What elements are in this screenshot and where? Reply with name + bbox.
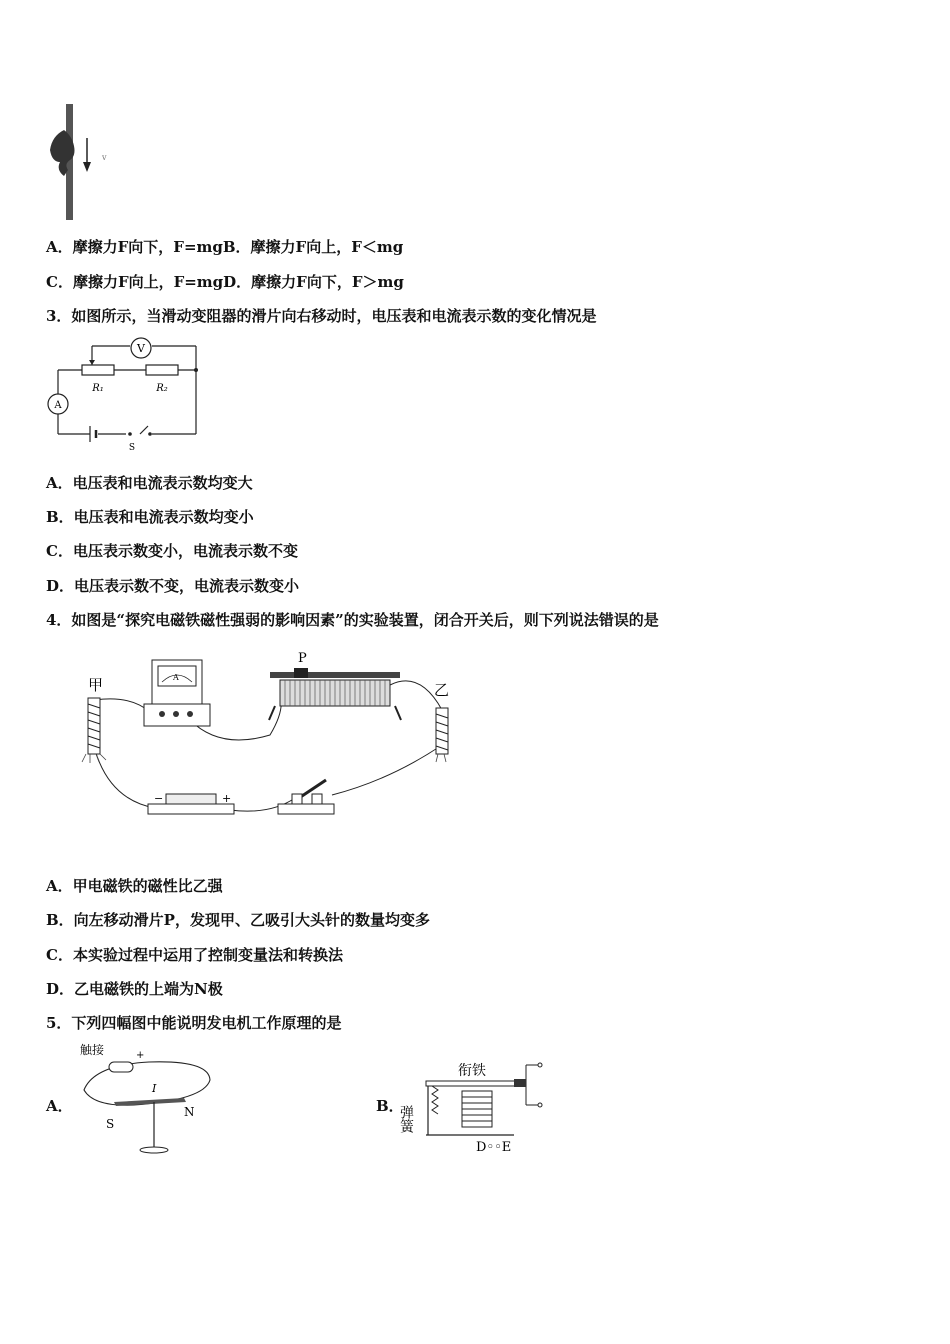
label-jia: 甲 xyxy=(88,676,104,694)
switch-label: S xyxy=(128,443,136,453)
battery xyxy=(109,1062,133,1072)
q4-option-a: A．甲电磁铁的磁性比乙强 xyxy=(46,877,223,895)
pins-yi xyxy=(436,754,446,762)
q3-stem: 3．如图所示，当滑动变阻器的滑片向右移动时，电压表和电流表示数的变化情况是 xyxy=(46,307,597,325)
q3-option-b: B．电压表和电流表示数均变小 xyxy=(46,508,254,526)
q3-option-a: A．电压表和电流表示数均变大 xyxy=(46,474,253,492)
q4-option-c: C．本实验过程中运用了控制变量法和转换法 xyxy=(46,946,343,964)
battery-holder xyxy=(148,804,234,814)
q5-option-b-label: B． xyxy=(376,1097,404,1115)
q3-circuit-figure xyxy=(44,334,214,454)
resistor-r1 xyxy=(82,365,114,375)
pins-jia xyxy=(82,754,106,763)
velocity-label: v xyxy=(102,153,107,162)
q4-experiment-figure xyxy=(70,640,470,830)
plus-label: + xyxy=(136,1050,145,1061)
north-label: N xyxy=(184,1105,195,1119)
ammeter-label: A xyxy=(173,673,179,682)
label-p: P xyxy=(298,651,307,666)
knife-switch xyxy=(278,804,334,814)
compass-needle xyxy=(114,1098,186,1106)
spring xyxy=(432,1086,438,1114)
q5-option-b-figure xyxy=(398,1055,554,1155)
q5-stem: 5．下列四幅图中能说明发电机工作原理的是 xyxy=(46,1014,342,1032)
q4-stem: 4．如图是“探究电磁铁磁性强弱的影响因素”的实验装置，闭合开关后，则下列说法错误的是 xyxy=(46,611,659,629)
r2-label: R₂ xyxy=(156,383,168,394)
terminals-label: D◦◦E xyxy=(476,1140,512,1155)
battery-plus: + xyxy=(222,792,232,805)
q4-option-b: B．向左移动滑片P，发现甲、乙吸引大头针的数量均变多 xyxy=(46,911,430,929)
battery-minus: − xyxy=(154,792,164,805)
spring-label: 弹簧 xyxy=(398,1105,414,1133)
q4-option-d: D．乙电磁铁的上端为N极 xyxy=(46,980,223,998)
ammeter-label: A xyxy=(54,400,62,411)
voltmeter-label: V xyxy=(137,342,145,355)
monkey-pole-figure xyxy=(40,100,120,225)
q3-option-c: C．电压表示数变小，电流表示数不变 xyxy=(46,542,298,560)
resistor-r2 xyxy=(146,365,178,375)
q5-option-a-label: A． xyxy=(46,1097,73,1115)
south-label: S xyxy=(106,1117,115,1131)
q2-options-row-1: A．摩擦力F向下，F=mgB．摩擦力F向上，F＜mg xyxy=(46,238,404,256)
r1-label: R₁ xyxy=(92,383,104,394)
label-yi: 乙 xyxy=(434,681,450,699)
q2-options-row-2: C．摩擦力F向上，F=mgD．摩擦力F向下，F＞mg xyxy=(46,273,404,291)
armature-bar xyxy=(426,1081,526,1086)
current-label: I xyxy=(152,1082,157,1095)
armature-label: 衔铁 xyxy=(458,1063,486,1079)
q3-option-d: D．电压表示数不变，电流表示数变小 xyxy=(46,577,300,595)
switch xyxy=(128,432,132,436)
touch-label: 触接 xyxy=(80,1043,105,1057)
q5-option-a-figure xyxy=(74,1040,224,1160)
slider-p xyxy=(294,668,308,678)
wire-loop xyxy=(84,1062,210,1105)
